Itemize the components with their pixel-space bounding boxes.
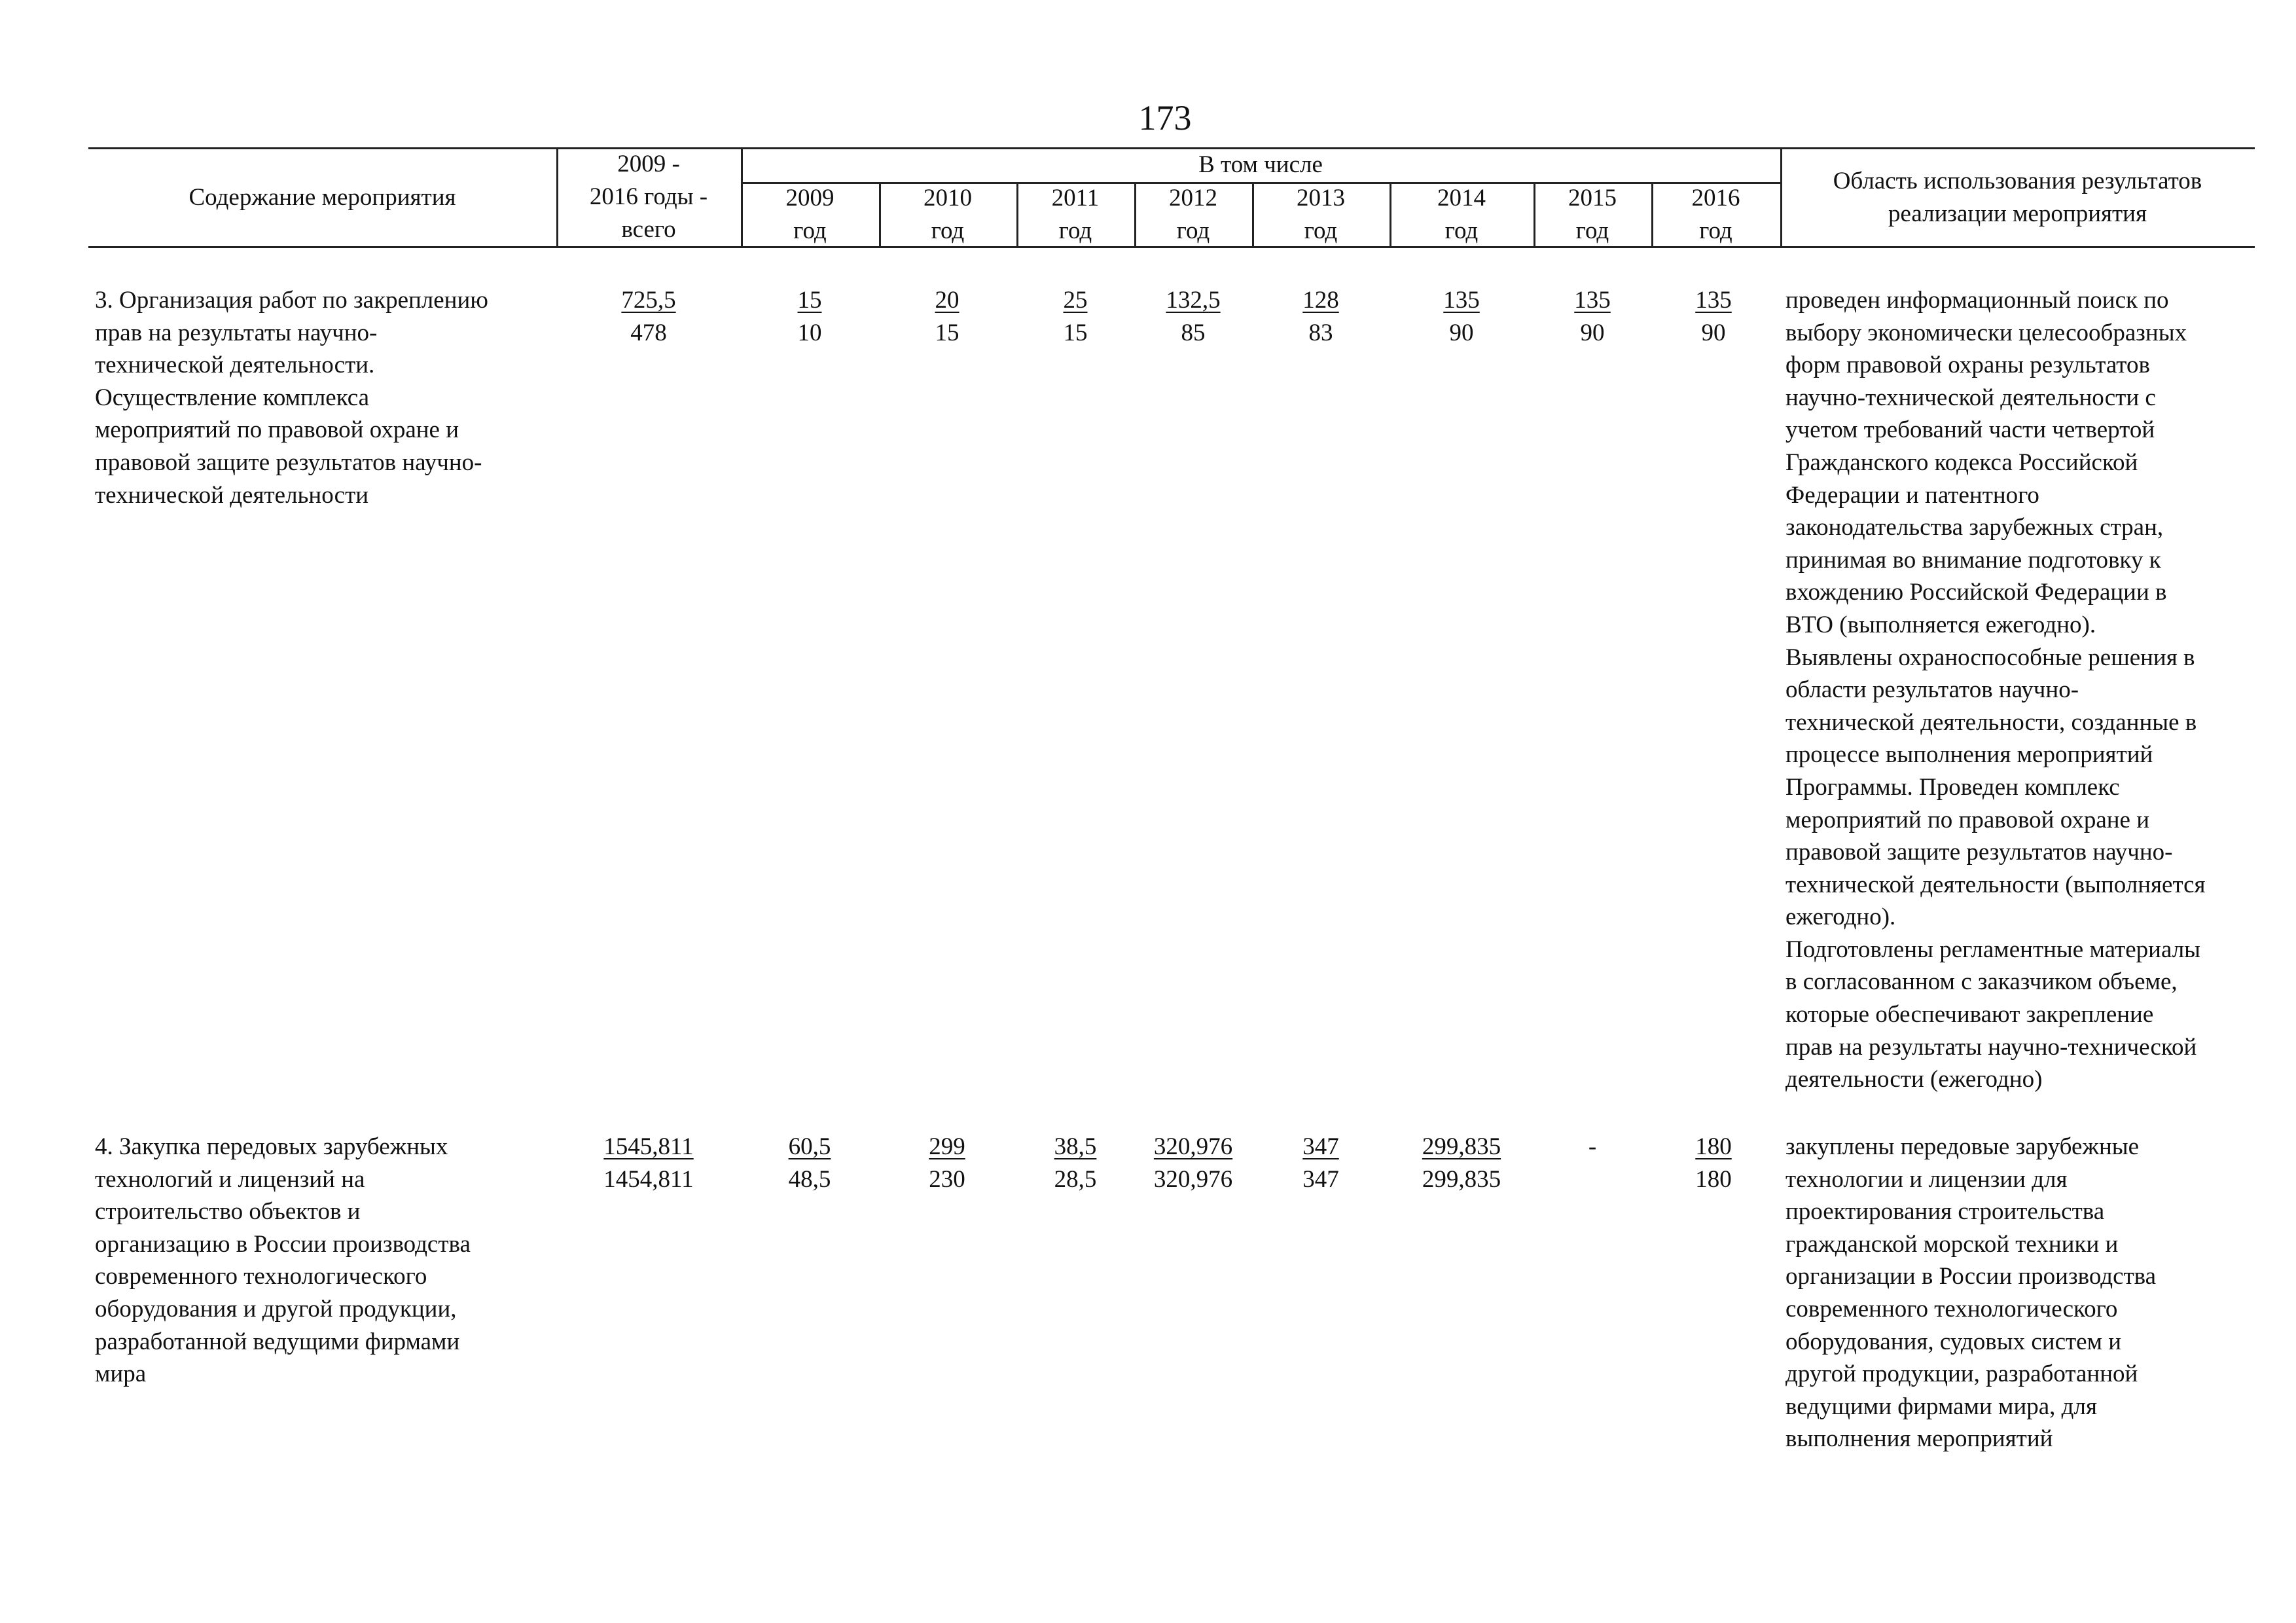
page-number: 173 [1138, 98, 1192, 137]
header-year-2011: 2011 год [1051, 185, 1100, 244]
value-2013: 128 83 [1302, 287, 1339, 346]
value-2010: 299 230 [929, 1133, 965, 1193]
row-description: 3. Организация работ по закреплению прав на результаты научно- технической деятельности. Осуществление комплекса мероприятий по правовой охране и правовой защите результатов научно- технической деятельности [95, 287, 488, 509]
header-year-2013: 2013 год [1297, 185, 1345, 244]
row-area: проведен информационный поиск по выбору экономически целесообразных форм правовой охраны результатов научно-технической деятельности с учетом требований части четвертой Гражданского кодекса Российской Федерации и патентного законодательства зарубежных стран, принимая во внимание подготовку к вхождению Российской Федерации в ВТО (выполняется ежегодно). Выявлены охраноспособные решения в области результатов научно- технической деятельности, созданные в процессе выполнения мероприятий Программы. Проведен комплекс мероприятий по правовой охране и правовой защите результатов научно- технической деятельности (выполняется ежегодно). Подготовлены регламентные материалы в согласованном с заказчиком объеме, которые обеспечивают закрепление прав на результаты научно-технической деятельности (ежегодно) [1785, 287, 2206, 1093]
value-2014: 299,835 299,835 [1422, 1133, 1501, 1193]
value-2009: 60,5 48,5 [788, 1133, 831, 1193]
value-2012: 320,976 320,976 [1153, 1133, 1233, 1193]
header-year-2014: 2014 год [1437, 185, 1486, 244]
value-2016: 180 180 [1695, 1133, 1732, 1193]
header-year-2012: 2012 год [1169, 185, 1217, 244]
header-year-2009: 2009 год [785, 185, 834, 244]
value-total: 1545,811 1454,811 [603, 1133, 694, 1193]
value-2013: 347 347 [1302, 1133, 1339, 1193]
value-2015: - [1588, 1133, 1597, 1160]
value-2009: 15 10 [797, 287, 822, 346]
header-area: Область использования результатов реализации мероприятия [1833, 168, 2202, 227]
value-2012: 132,5 85 [1166, 287, 1221, 346]
header-content: Содержание мероприятия [188, 184, 456, 211]
value-2014: 135 90 [1443, 287, 1480, 346]
header-year-2010: 2010 год [924, 185, 972, 244]
row-area: закуплены передовые зарубежные технологии и лицензии для проектирования строительства гражданской морской техники и организации в России производства современного технологического оборудования, судовых систем и другой продукции, разработанной ведущими фирмами мира, для выполнения мероприятий [1785, 1133, 2157, 1453]
value-2011: 38,5 28,5 [1054, 1133, 1097, 1193]
value-2015: 135 90 [1574, 287, 1611, 346]
header-total: 2009 - 2016 годы - всего [589, 151, 708, 243]
header-including: В том числе [1198, 151, 1323, 178]
header-year-2015: 2015 год [1568, 185, 1617, 244]
value-2016: 135 90 [1695, 287, 1732, 346]
value-total: 725,5 478 [621, 287, 676, 346]
row-description: 4. Закупка передовых зарубежных технологий и лицензий на строительство объектов и организацию в России производства современного технологического оборудования и другой продукции, разработанной ведущими фирмами мира [95, 1133, 471, 1388]
value-2011: 25 15 [1063, 287, 1088, 346]
value-2010: 20 15 [935, 287, 960, 346]
header-year-2016: 2016 год [1691, 185, 1740, 244]
